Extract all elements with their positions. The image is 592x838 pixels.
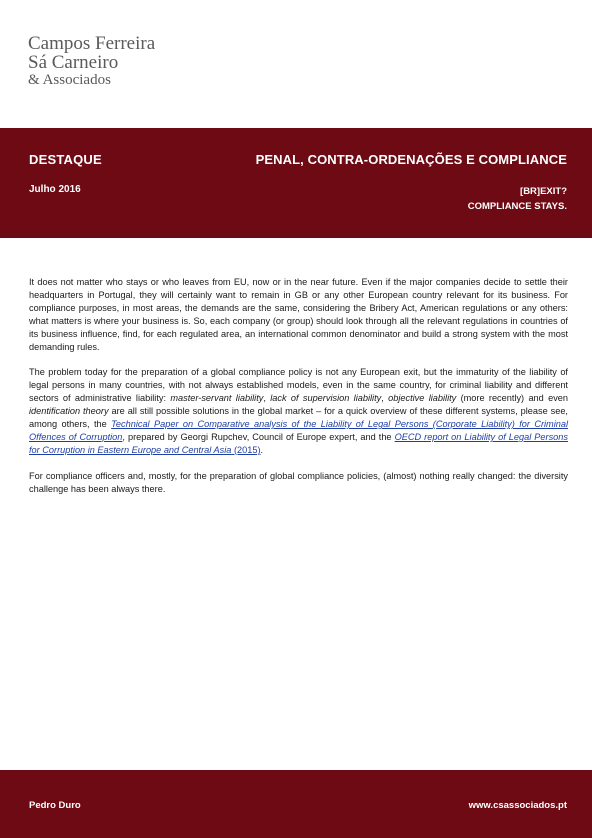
company-logo [28,34,155,88]
p2-text-5: . [260,444,264,455]
logo-line-1: Campos Ferreira [28,33,156,54]
p2-text-1: The problem today for the preparation of a global compliance policy is not any European exit, but the immaturity of the liability of legal persons in many countries, with not always established models, even in the same country, for criminal liability and different sectors of administrative liability: [29,367,568,404]
p2-text-4: , prepared by Georgi Rupchev, Council of Europe expert, and the [122,431,395,442]
term-identification-theory: identification theory [29,406,109,417]
author-name: Pedro Duro [29,800,81,811]
technical-paper-link[interactable]: Technical Paper on Comparative analysis of the Liability of Legal Persons (Corporate Liability) for Criminal Offences of Corruption [29,419,569,442]
oecd-report-link[interactable]: OECD report on Liability of Legal Persons for Corruption in Eastern Europe and Central Asia [29,431,569,455]
term-lack-of-supervision: lack of supervision liability [270,393,382,404]
logo-line-2: Sá Carneiro [28,52,119,73]
publication-date: Julho 2016 [29,184,81,195]
p2-text-2: (more recently) and even [456,393,569,404]
paragraph-3: For compliance officers and, mostly, for the preparation of global compliance policies, (almost) nothing really changed: the diversity challenge has been always there. [29,470,568,494]
logo-line-3: & Associados [28,72,111,88]
website-link[interactable]: www.csassociados.pt [468,800,567,811]
p2-text-3: are all still possible solutions in the global market – for a quick overview of these different systems, please see, among others, the [29,406,568,430]
section-label: DESTAQUE [29,152,102,167]
paragraph-2 [29,366,568,456]
headline [468,184,567,214]
oecd-report-year-link[interactable]: (2015) [231,444,261,455]
p2-sep-1: , [263,393,271,404]
paragraph-1: It does not matter who stays or who leaves from EU, now or in the near future. Even if the major companies decide to settle their headquarters in Portugal, they will certainly want to remain in GB or any other European country relevant for its business. For compliance purposes, in most areas, the demands are the same, considering the Bribery Act, American regulations or any others: what matters is where your business is. So, each company (or group) should look through all the relevant regulations in countries of its business influence, find, for each regulated area, an international common denominator and build a strong system with the most demanding rules. [29,277,568,352]
p2-sep-2: , [381,393,389,404]
term-master-servant: master-servant liability [170,393,264,404]
category-label: PENAL, CONTRA-ORDENAÇÕES E COMPLIANCE [255,152,567,167]
header-band [0,128,592,238]
footer-band [0,770,592,838]
term-objective-liability: objective liability [388,393,457,404]
headline-line-2: COMPLIANCE STAYS. [467,201,567,212]
headline-line-1: [BR]EXIT? [520,186,567,197]
article-body [29,276,568,509]
